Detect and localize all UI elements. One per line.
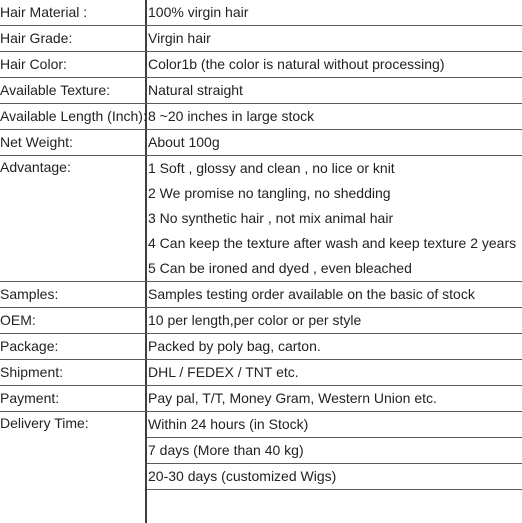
spec-value: Virgin hair xyxy=(148,30,211,46)
spec-row-hair-grade xyxy=(0,26,522,52)
spec-values xyxy=(147,52,522,77)
spec-label: Shipment: xyxy=(0,360,147,385)
spec-values xyxy=(147,26,522,51)
spec-label: Hair Material : xyxy=(0,0,147,25)
spec-row-hair-material xyxy=(0,0,522,26)
spec-label: Advantage: xyxy=(0,156,147,281)
spec-row-hair-color xyxy=(0,52,522,78)
spec-values xyxy=(147,334,522,359)
spec-values xyxy=(147,156,522,281)
spec-row-package xyxy=(0,334,522,360)
spec-values xyxy=(147,104,522,129)
spec-value: 100% virgin hair xyxy=(148,4,249,20)
spec-row-advantage xyxy=(0,156,522,282)
spec-row-length xyxy=(0,104,522,130)
spec-label: Available Length (Inch): xyxy=(0,104,147,129)
spec-value: Samples testing order available on the basic of stock xyxy=(148,286,475,302)
spec-value: 10 per length,per color or per style xyxy=(148,312,362,328)
spec-row-samples xyxy=(0,282,522,308)
spec-value: 20-30 days (customized Wigs) xyxy=(147,464,522,490)
spec-value: Pay pal, T/T, Money Gram, Western Union etc. xyxy=(148,390,437,406)
spec-value: 8 ~20 inches in large stock xyxy=(148,108,315,124)
spec-label: Net Weight: xyxy=(0,130,147,155)
spec-value: 3 No synthetic hair , not mix animal hair xyxy=(148,210,394,226)
spec-value: DHL / FEDEX / TNT etc. xyxy=(148,364,299,380)
spec-label: Hair Grade: xyxy=(0,26,147,51)
spec-value: 1 Soft , glossy and clean , no lice or knit xyxy=(148,160,395,176)
spec-label: Available Texture: xyxy=(0,78,147,103)
spec-value: Packed by poly bag, carton. xyxy=(148,338,321,354)
spec-label: OEM: xyxy=(0,308,147,333)
spec-label: Payment: xyxy=(0,386,147,411)
spec-value: 2 We promise no tangling, no shedding xyxy=(148,185,391,201)
spec-row-oem xyxy=(0,308,522,334)
spec-row-delivery-time xyxy=(0,412,522,523)
spec-label: Package: xyxy=(0,334,147,359)
spec-label: Hair Color: xyxy=(0,52,147,77)
spec-row-shipment xyxy=(0,360,522,386)
spec-values xyxy=(147,282,522,307)
spec-value: 5 Can be ironed and dyed , even bleached xyxy=(148,260,412,276)
spec-value: Within 24 hours (in Stock) xyxy=(147,412,522,438)
empty-cell-space xyxy=(147,490,522,523)
spec-values xyxy=(147,130,522,155)
spec-value: Color1b (the color is natural without processing) xyxy=(148,56,445,72)
spec-values xyxy=(147,386,522,411)
spec-values xyxy=(147,0,522,25)
spec-value: 7 days (More than 40 kg) xyxy=(147,438,522,464)
spec-values xyxy=(147,360,522,385)
spec-value: About 100g xyxy=(148,134,220,150)
spec-label: Samples: xyxy=(0,282,147,307)
spec-row-net-weight xyxy=(0,130,522,156)
spec-value: Natural straight xyxy=(148,82,243,98)
spec-values xyxy=(147,308,522,333)
spec-values xyxy=(147,412,522,523)
spec-values xyxy=(147,78,522,103)
spec-label: Delivery Time: xyxy=(0,412,147,523)
spec-value: 4 Can keep the texture after wash and keep texture 2 years xyxy=(148,235,517,251)
spec-row-payment xyxy=(0,386,522,412)
spec-row-texture xyxy=(0,78,522,104)
